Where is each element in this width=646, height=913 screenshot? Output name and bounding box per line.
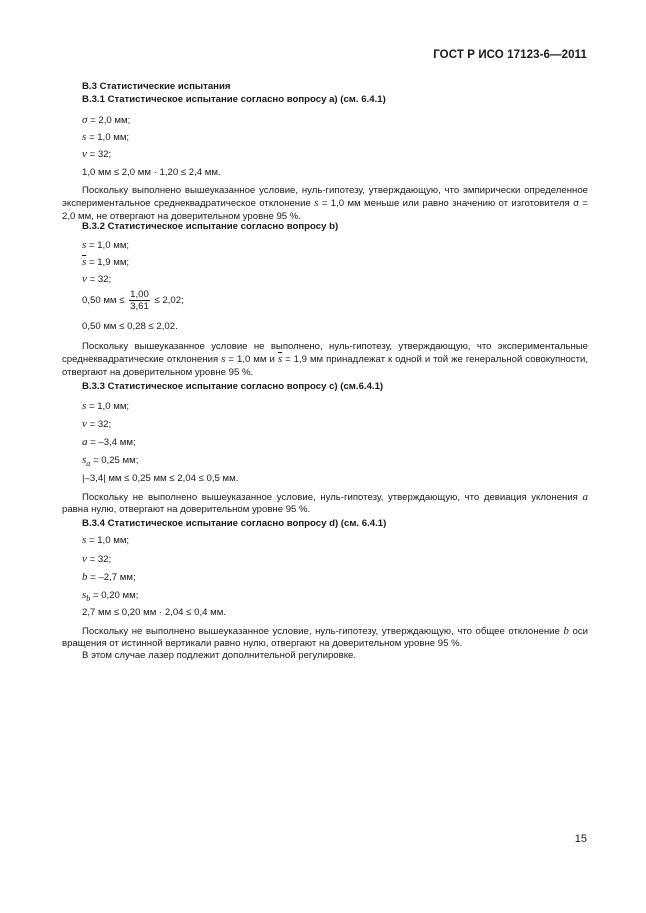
formula-line: ν = 32; — [82, 148, 112, 160]
subsection-heading-b32: В.3.2 Статистическое испытание согласно вопросу b) — [82, 221, 339, 232]
formula-line: a = –3,4 мм; — [82, 436, 136, 448]
formula-fraction-line: 0,50 мм ≤ $\frac{1,00}{3,61}$ ≤ 2,02; — [82, 289, 184, 312]
formula-line: s = 1,0 мм; — [82, 239, 130, 251]
formula-line: $\overline{s} = 1,9$ мм; — [82, 256, 130, 268]
formula-line: 0,50 мм ≤ 0,28 ≤ 2,02. — [82, 321, 178, 332]
subsection-heading-b33: В.3.3 Статистическое испытание согласно вопросу с) (см.6.4.1) — [82, 381, 384, 392]
formula-line: s = 1,0 мм; — [82, 131, 130, 143]
formula-line: s = 1,0 мм; — [82, 534, 130, 546]
subsection-heading-b34: В.3.4 Статистическое испытание согласно вопросу d) (см. 6.4.1) — [82, 518, 387, 529]
section-heading: В.3 Статистические испытания — [82, 81, 231, 92]
page-number: 15 — [574, 833, 587, 845]
paragraph: Поскольку не выполнено вышеуказанное условие, нуль-гипотезу, утверждающую, что девиация уклонения a равна нулю, отвергают на доверительном уровне 95 %. — [62, 491, 588, 516]
standard-header: ГОСТ Р ИСО 17123-6—2011 — [433, 49, 587, 61]
subsection-heading-b31: В.3.1 Статистическое испытание согласно вопросу а) (см. 6.4.1) — [82, 94, 386, 105]
formula-line: ν = 32; — [82, 418, 112, 430]
formula-line: 1,0 мм ≤ 2,0 мм · 1,20 ≤ 2,4 мм. — [82, 167, 221, 178]
formula-line: ν = 32; — [82, 273, 112, 285]
formula-line: b = –2,7 мм; — [82, 571, 136, 583]
formula-line: $s_b = 0,20$ мм; — [82, 589, 139, 603]
paragraph: Поскольку выполнено вышеуказанное условие, нуль-гипотезу, утверждающую, что эмпирически определенное экспериментальное среднеквадратическое отклонение s = 1,0 мм меньше или равно значению от изготовителя σ = 2,0 мм, не отвергают на доверительном уровне 95 %. — [62, 185, 588, 222]
formula-line: 2,7 мм ≤ 0,20 мм · 2,04 ≤ 0,4 мм. — [82, 607, 226, 618]
formula-line: ν = 32; — [82, 553, 112, 565]
paragraph: В этом случае лазер подлежит дополнительной регулировке. — [82, 650, 357, 661]
formula-line: s = 1,0 мм; — [82, 400, 130, 412]
paragraph: Поскольку не выполнено вышеуказанное условие, нуль-гипотезу, утверждающую, что общее отклонение b оси вращения от истинной вертикали равно нулю, отвергают на доверительном уровне 95 %. — [62, 625, 588, 650]
formula-line: σ = 2,0 мм; — [82, 114, 131, 126]
formula-line: |–3,4| мм ≤ 0,25 мм ≤ 2,04 ≤ 0,5 мм. — [82, 473, 239, 484]
paragraph: Поскольку вышеуказанное условие не выполнено, нуль-гипотезу, утверждающую, что экспериментальные среднеквадратические отклонения s = 1,0 мм и $\overline{s} = 1,9$ мм принадлежат к одной и той же генеральной совокупности, отвергают на доверительном уровне 95 %. — [62, 341, 589, 378]
fraction: $\frac{1,00}{3,61}$ — [130, 289, 149, 312]
formula-line: $s_a = 0,25$ мм; — [82, 454, 139, 468]
